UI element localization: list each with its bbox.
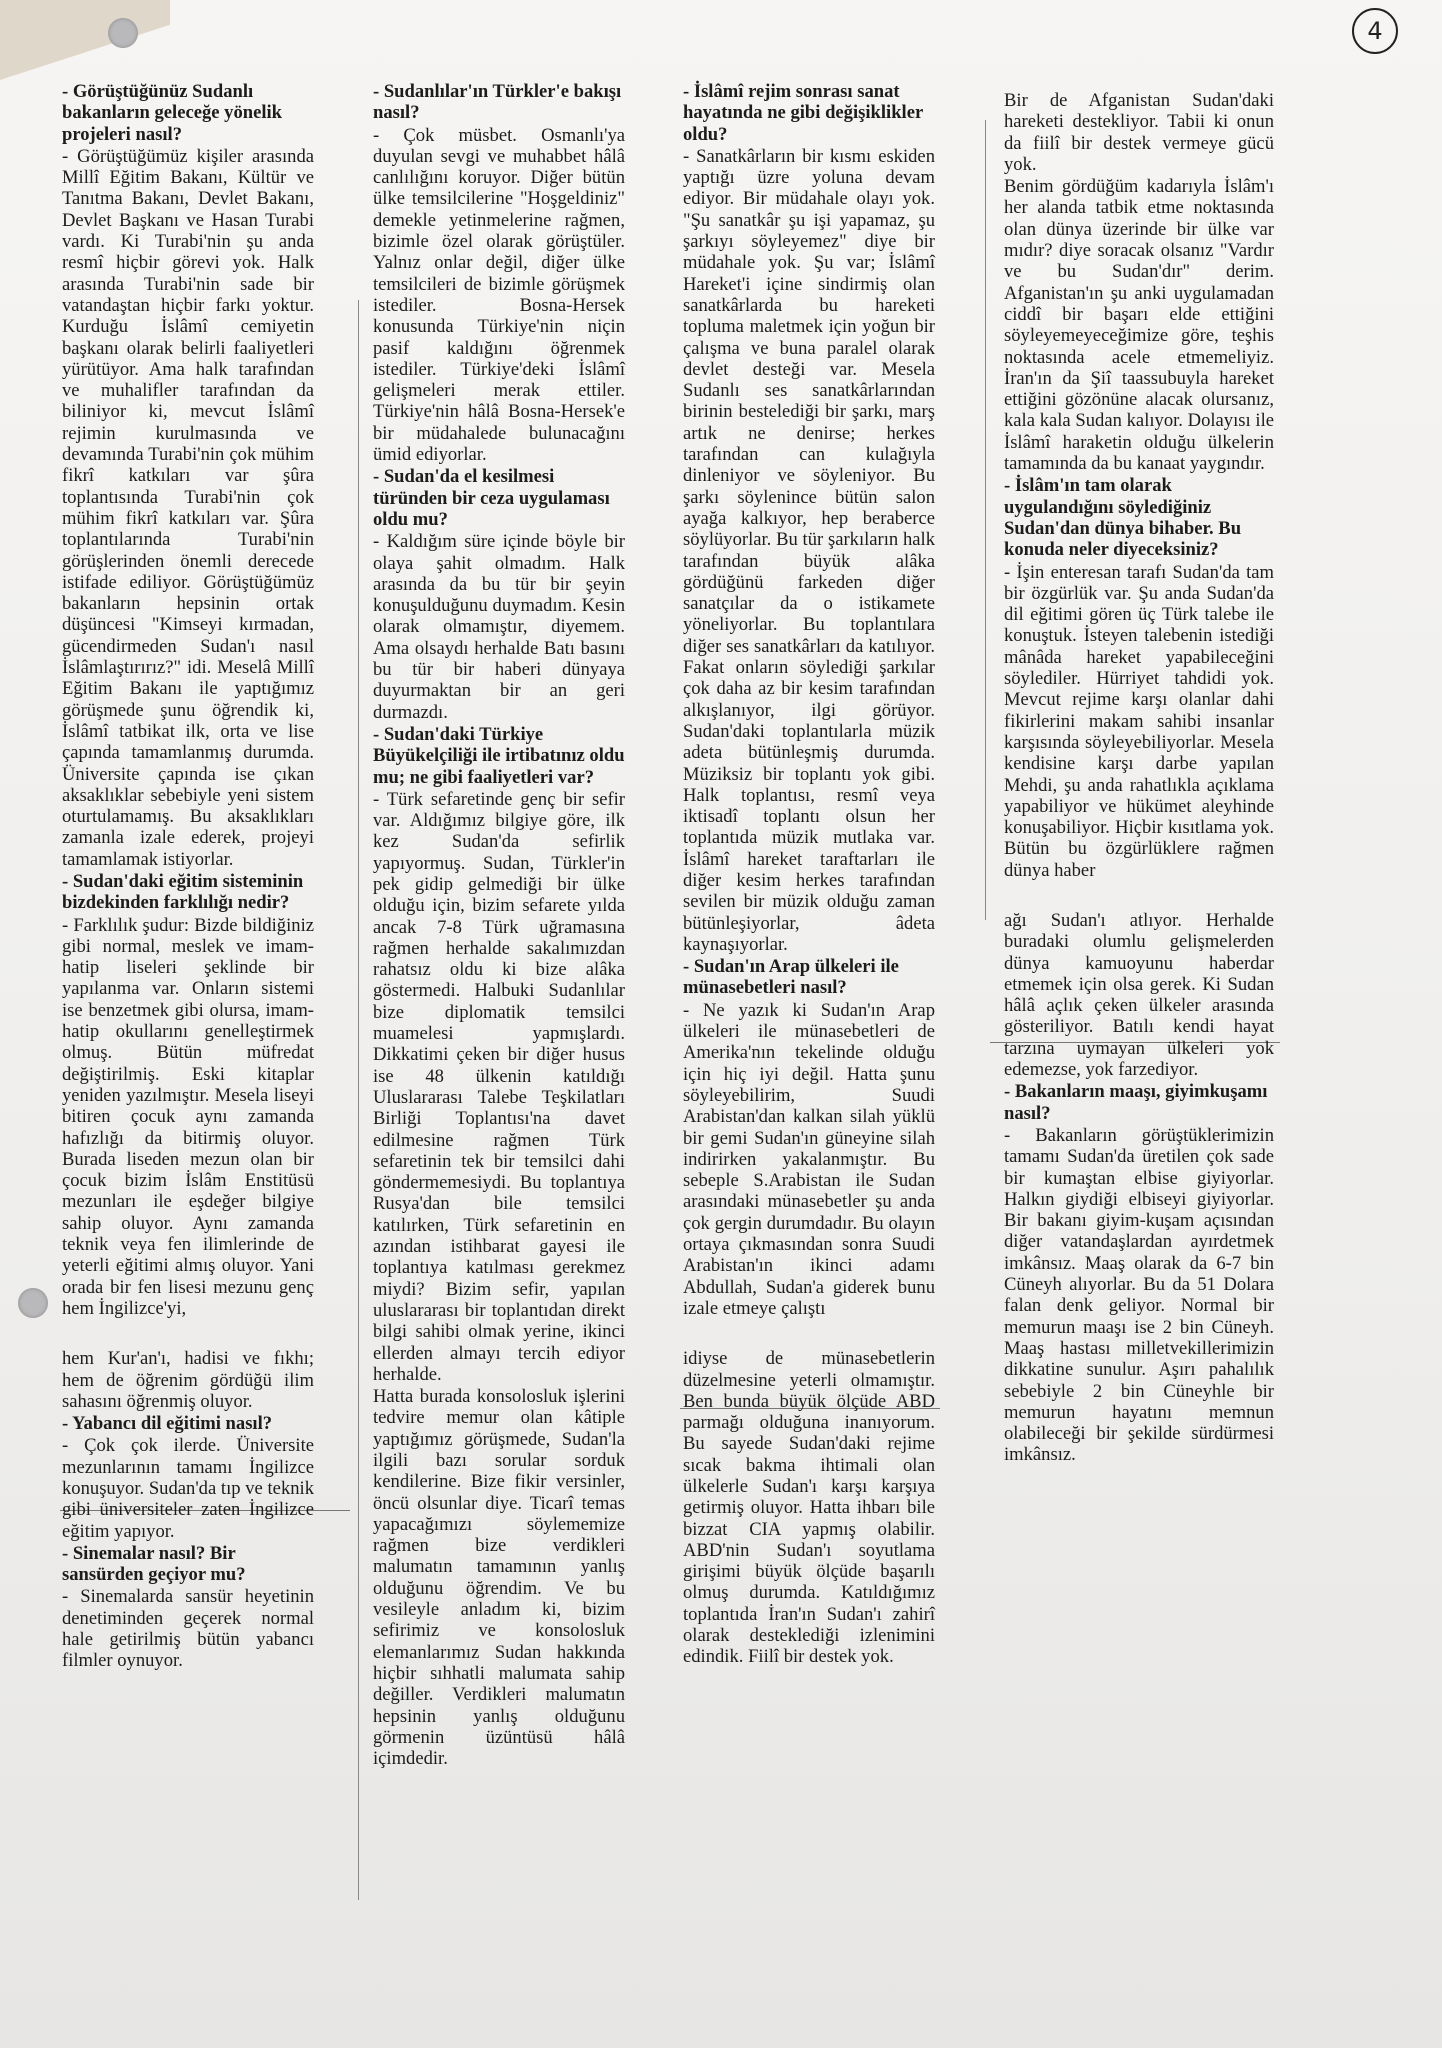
interview-question: - Sudan'daki Türkiye Büyükelçiliği ile irtibatınız oldu mu; ne gibi faaliyetleri var? (373, 723, 625, 788)
clipping-gap (1004, 882, 1274, 910)
tape-mark (0, 0, 170, 80)
interview-answer: - İşin enteresan tarafı Sudan'da tam bir özgürlük var. Şu anda Sudan'da dil eğitimi gören üç Türk talebe ile konuştuk. İsteyen talebenin istediği mânâda hareket yapabileceğini söylediler. Hürriyet tahdidi yok. Mevcut rejime karşı olanlar dahi fikirlerini makam sahibi insanlar karşısında söyleyebiliyorlar. Mesela kendisine karşı darbe yapılan Mehdi, şu anda rahatlıkla açıklama yapabiliyor ve hükümet aleyhinde konuşabiliyor. Hiçbir kısıtlama yok. Bütün bu özgürlüklere rağmen dünya haber (1004, 561, 1274, 881)
interview-answer: Bir de Afganistan Sudan'daki hareketi destekliyor. Tabii ki onun da fiilî bir destek vermeye gücü yok. (1004, 90, 1274, 175)
interview-question: - Görüştüğünüz Sudanlı bakanların geleceğe yönelik projeleri nasıl? (62, 81, 283, 145)
interview-question: - İslâmî rejim sonrası sanat hayatında ne gibi değişiklikler oldu? (683, 81, 923, 145)
interview-answer: Hatta burada konsolosluk işlerini tedvire memur olan kâtiple yaptığımız görüşmede, Sudan'la ilgili bazı sorular sorduk kendilerine. Bize fikir versinler, öncü olsunlar diye. Ticarî temas yapacağımızı söylememize rağmen bize verdikleri malumatın tamamının yanlış olduğunu öğrendim. Ve bu vesileyle anladım ki, bizim sefirimiz ve konsolosluk elemanlarımız Sudan hakkında hiçbir sıhhatli malumata sahip değiller. Verdikleri malumatın hepsinin yanlış olduğunu görmenin üzüntüsü hâlâ içimdedir. (373, 1386, 625, 1770)
interview-answer: - Farklılık şudur: Bizde bildiğiniz gibi normal, meslek ve imam-hatip liseleri şeklinde bir yapılanma var. Onların sistemi ise benzetmek gibi olursa, imam-hatip okullarını genelleştirmek olmuş. Bütün müfredat değiştirilmiş. Eski kitaplar yeniden yazılmıştır. Mesela liseyi bitiren çocuk aynı zamanda hafızlığı da bitirmiş oluyor. Burada liseden mezun olan bir çocuk bizim İslâm Enstitüsü mezunları ile eşdeğer bilgiye sahip oluyor. Aynı zamanda teknik veya fen ilimlerinde de yeterli eğitimi almış oluyor. Yani orada bir fen lisesi mezunu genç hem İngilizce'yi, (62, 914, 314, 1319)
interview-question: - Sudan'ın Arap ülkeleri ile münasebetleri nasıl? (683, 956, 899, 999)
interview-question: - Sudanlılar'ın Türkler'e bakışı nasıl? (373, 81, 622, 124)
article-column-4 (1004, 90, 1274, 1730)
column-rule (358, 300, 359, 1900)
article-column-1 (62, 80, 314, 1890)
clipping-gap (683, 1320, 935, 1348)
interview-answer: - Sanatkârların bir kısmı eskiden yaptığı üzre yoluna devam ediyor. Bir müdahale olayı yok. "Şu sanatkâr şu işi yapamaz, şu şarkıyı söyleyemez" diye bir müdahale yok. Şu var; İslâmî Hareket'i içine sindirmiş olan sanatkârlarda bu hareketi topluma maletmek için yoğun bir çalışma ve buna paralel olarak devlet desteği var. Mesela Sudanlı ses sanatkârlarından birinin bestelediği bir şarkı, marş artık ne denirse; herkes tarafından can kulağıyla dinleniyor ve söyleniyor. Bu şarkı söylenince bütün salon ayağa kalkıyor, hep beraberce söylüyorlar. Bu tür şarkıların halk tarafından büyük alâka gördüğünü farkeden diğer sanatçılar da o istikamete yöneliyorlar. Bu toplantılara diğer ses sanatkârları da katılıyor. Fakat onların söylediği şarkılar çok daha az bir kesim tarafından alkışlanıyor, ilgi görüyor. Sudan'daki toplantılarla müzik adeta bütünleşmiş durumda. Müziksiz bir toplantı yok gibi. Halk toplantısı, resmî veya iktisadî toplantı olsun her toplantıda müzik mutlaka var. İslâmî hareket taraftarları ile diğer kesim herkes tarafından sevilen bir müzik olduğu zaman bütünleşiyorlar, âdeta kaynaşıyorlar. (683, 145, 935, 955)
interview-answer: - Sinemalarda sansür heyetinin denetiminden geçerek normal hale getirilmiş bütün yabancı filmler oynuyor. (62, 1586, 314, 1672)
interview-answer: - Ne yazık ki Sudan'ın Arap ülkeleri ile münasebetleri de Amerika'nın tekelinde olduğu için hiç iyi değil. Hatta şunu söyleyebilirim, Suudi Arabistan'dan kalkan silah yüklü bir gemi Sudan'ın güneyine silah indirirken yakalanmıştır. Bu sebeple S.Arabistan ile Sudan arasındaki münasebetler şu anda çok gergin durumdadır. Bu olayın ortaya çıkmasından sonra Suudi Arabistan'ın ikinci adamı Abdullah, Sudan'a giderek bunu izale etmeye çalıştı (683, 999, 935, 1319)
interview-answer: - Çok çok ilerde. Üniversite mezunlarının tamamı İngilizce konuşuyor. Sudan'da tıp ve teknik gibi üniversiteler zaten İngilizce eğitim yapıyor. (62, 1435, 314, 1542)
interview-answer: hem Kur'an'ı, hadisi ve fıkhı; hem de öğrenim gördüğü ilim sahasını öğrenmiş oluyor. (62, 1348, 314, 1412)
clipping-gap (62, 1320, 314, 1348)
article-column-3 (683, 80, 935, 1800)
interview-question: - İslâm'ın tam olarak uygulandığını söylediğiniz Sudan'dan dünya bihaber. Bu konuda neler diyeceksiniz? (1004, 475, 1242, 561)
interview-answer: - Türk sefaretinde genç bir sefir var. Aldığımız bilgiye göre, ilk kez Sudan'da sefirlik yapıyormuş. Sudan, Türkler'in pek gidip gelmediği bir ülke olduğu için, bizim sefarete yılda ancak 7-8 Türk uğramasına rağmen herhalde sakalımızdan rahatsız oldu ki bize alâka göstermedi. Halbuki Sudanlılar bize diplomatik temsilci muamelesi yapmışlardı. Dikkatimi çeken bir diğer husus ise 48 ülkenin katıldığı Uluslararası Talebe Teşkilatları Birliği Toplantısı'na davet edilmesine rağmen Türk sefaretinin tek bir temsilci dahi göndermemesiydi. Bu toplantıya Rusya'dan bile temsilci katılırken, Türk sefaretinin en azından istihbarat gayesi ile toplantıya katılması gerekmez miydi? Bizim sefir, yapılan uluslararası bir toplantıdan direkt bilgi sahibi olmak yerine, ikinci ellerden almayı tercih ediyor herhalde. (373, 788, 625, 1385)
interview-answer: - Görüştüğümüz kişiler arasında Millî Eğitim Bakanı, Kültür ve Tanıtma Bakanı, Devlet Bakanı, Devlet Başkanı ve Hasan Turabi vardı. Ki Turabi'nin şu anda resmî hiçbir görevi yok. Halk arasında Turabi'nin sade bir vatandaştan hiçbir farkı yoktur. Kurduğu İslâmî cemiyetin başkanı olarak belirli faaliyetleri yürütüyor. Ama halk tarafından ve muhalifler tarafından da biliniyor ki, mevcut İslâmî rejimin kurulmasında ve devamında Turabi'nin çok mühim fikrî katkıları var şûra toplantısında Turabi'nin çok mühim fikrî katkıları var. Şûra toplantılarında Turabi'nin görüşlerinden önemli derecede istifade ediliyor. Görüştüğümüz bakanların hepsinin ortak düşüncesi "Kimseyi kırmadan, gücendirmeden Sudan'ı nasıl İslâmlaştırırız?" idi. Meselâ Millî Eğitim Bakanı ile yaptığımız görüşmede şunu öğrendik ki, İslâmî tatbikat ilk, orta ve lise çapında tamamlanmış durumda. Üniversite çapında ise çıkan aksaklıklar sebebiyle yeni sistem oturtulamamış. Bu aksaklıkları zamanla izale ederek, projeyi tamamlamak istiyorlar. (62, 145, 314, 870)
interview-answer: Benim gördüğüm kadarıyla İslâm'ı her alanda tatbik etme noktasında olan dünya üzerinde bir ülke var mıdır? diye soracak olsanız "Vardır ve bu Sudan'dır" derim. Afganistan'ın şu anki uygulamadan ciddî bir başarı elde ettiğini söyleyemeyeceğimize göre, teşhis noktasında acele etmemeliyiz. İran'ın da Şiî taassubuyla hareket ettiğini gözönüne alacak olursanız, kala kala Sudan kalıyor. Dolayısı ile İslâmî haraketin olduğu ülkelerin tamamında da bu kanaat yaygındır. (1004, 176, 1274, 475)
punch-hole (18, 1288, 48, 1318)
interview-question: - Sinemalar nasıl? Bir sansürden geçiyor mu? (62, 1542, 246, 1586)
interview-question: - Bakanların maaşı, giyimkuşamı nasıl? (1004, 1081, 1268, 1124)
interview-question: - Sudan'da el kesilmesi türünden bir ceza uygulaması oldu mu? (373, 466, 610, 530)
article-column-2 (373, 80, 625, 1890)
interview-answer: - Bakanların görüştüklerimizin tamamı Sudan'da üretilen çok sade bir kumaştan elbise giyiyorlar. Halkın giydiği elbiseyi giyiyorlar. Bir bakanı giyim-kuşam açısından diğer vatandaşlardan ayırdetmek imkânsız. Maaş olarak da 6-7 bin Cüneyh alıyorlar. Bu da 51 Dolara falan denk geliyor. Normal bir memurun maaşı ise 2 bin Cüneyh. Maaş hastası milletvekillerimizin dikkatine sunulur. Aşırı pahalılık sebebiyle 2 bin Cüneyhle bir memurun hayatını memnun olabileceği bir şekilde sürdürmesi imkânsız. (1004, 1124, 1274, 1466)
interview-answer: - Çok müsbet. Osmanlı'ya duyulan sevgi ve muhabbet hâlâ canlılığını koruyor. Diğer bütün ülke temsilcilerine "Hoşgeldiniz" demekle yetinmelerine rağmen, bizimle özel olarak görüştüler. Yalnız onlar değil, diğer ülke temsilcileri de bizimle görüşmek istediler. Bosna-Hersek konusunda Türkiye'nin niçin pasif kaldığını öğrenmek istediler. Türkiye'deki İslâmî gelişmeleri merak ettiler. Türkiye'nin hâlâ Bosna-Hersek'e bir müdahalede bulunacağını ümid ediyorlar. (373, 124, 625, 466)
interview-answer: idiyse de münasebetlerin düzelmesine yeterli olmamıştır. Ben bunda büyük ölçüde ABD parmağı olduğuna inanıyorum. Bu sayede Sudan'daki rejime sıcak bakma ihtimali olan ülkelerle Sudan'ı karşı karşıya getirmiş oluyor. Hatta ihbarı bile bizzat CIA yapmış olabilir. ABD'nin Sudan'ı soyutlama girişimi büyük ölçüde başarılı olmuş durumda. Katıldığımız toplantıda İran'ın Sudan'ı zahirî olarak desteklediği izlenimini edindik. Fiilî bir destek yok. (683, 1348, 935, 1668)
interview-answer: ağı Sudan'ı atlıyor. Herhalde buradaki olumlu gelişmelerden dünya kamuoyunu haberdar etmemek için olsa gerek. Ki Sudan hâlâ açlık çeken ülkeler arasında gösteriliyor. Batılı kendi hayat tarzına uymayan ülkeleri yok edemezse, yok farzediyor. (1004, 909, 1274, 1081)
punch-hole (108, 18, 138, 48)
column-rule (985, 120, 986, 920)
interview-question: - Sudan'daki eğitim sisteminin bizdekinden farklılığı nedir? (62, 870, 304, 914)
interview-question: - Yabancı dil eğitimi nasıl? (62, 1413, 273, 1435)
page-number: 4 (1352, 8, 1398, 54)
interview-answer: - Kaldığım süre içinde böyle bir olaya şahit olmadım. Halk arasında da bu tür bir şeyin konuşulduğunu duymadım. Kesin olarak olmamıştır, diyemem. Ama olsaydı herhalde Batı basını bu tür bir haberi dünyaya duyurmaktan bir an geri durmazdı. (373, 531, 625, 723)
